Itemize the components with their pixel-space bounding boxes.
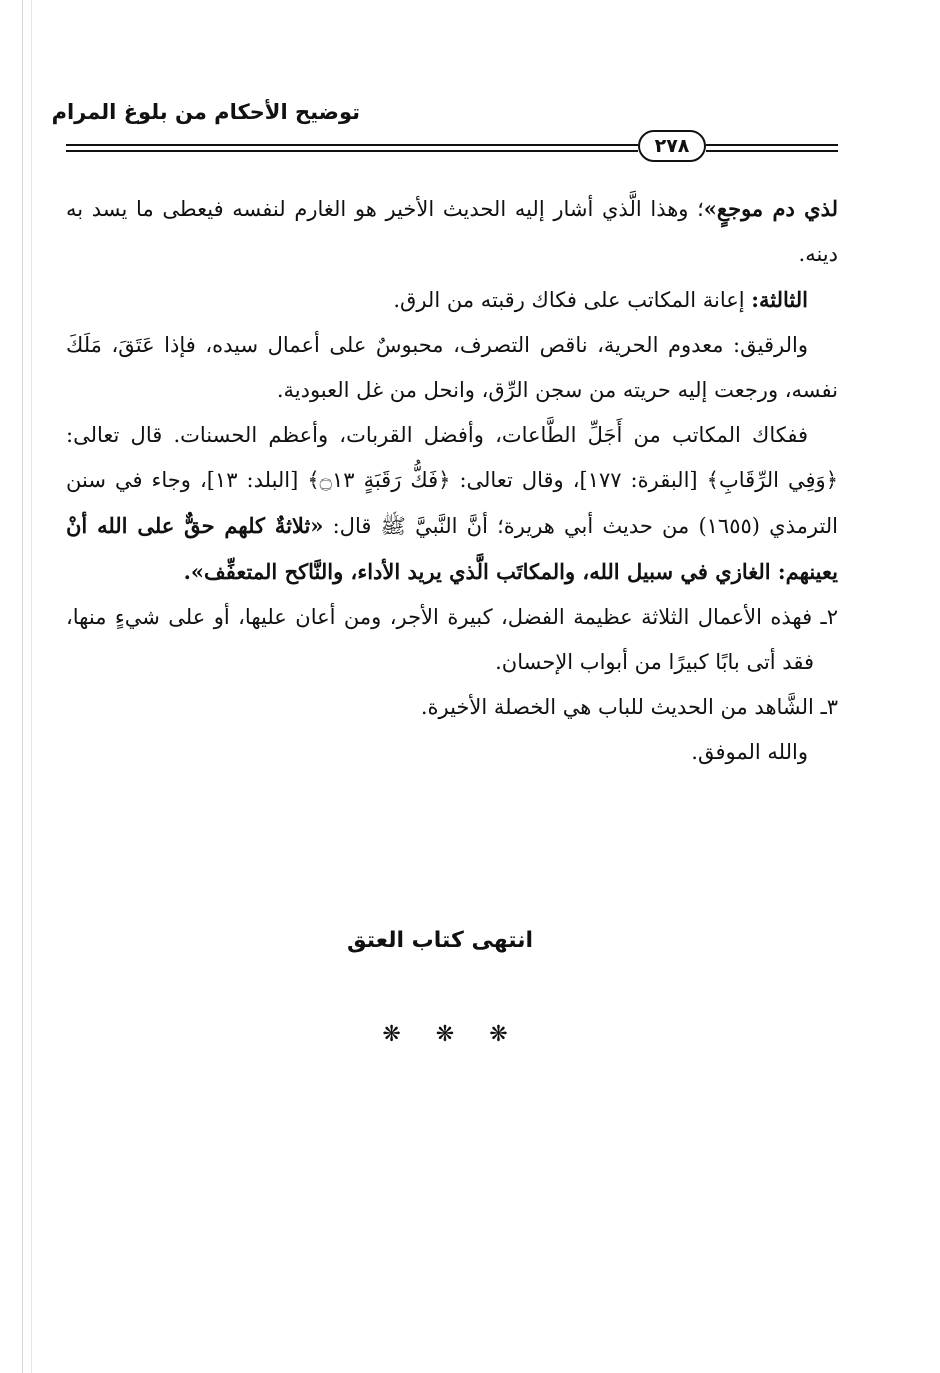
list-item: ٢ـ فهذه الأعمال الثلاثة عظيمة الفضل، كبيرة الأجر، ومن أعان عليها، أو على شيءٍ منها، فقد أتى بابًا كبيرًا من أبواب الإحسان.	[66, 605, 838, 674]
page-number: ٢٧٨	[638, 130, 706, 162]
paragraph-text: ففكاك المكاتب من أَجَلِّ الطَّاعات، وأفضل القربات، وأعظم الحسنات. قال تعالى: ﴿وَفِي الرِّقَابِ﴾ [البقرة: ١٧٧]، وقال تعالى: ﴿فَكُّ رَقَبَةٍ ۝١٣﴾ [البلد: ١٣]، وجاء في سنن الترمذي (١٦٥٥) من حديث أبي هريرة؛ أنَّ النَّبيَّ ﷺ قال:	[66, 423, 839, 538]
paragraph: والرقيق: معدوم الحرية، ناقص التصرف، محبوسٌ على أعمال سيده، فإذا عَتَقَ، مَلَكَ نفسه، ورجعت إليه حريته من سجن الرِّق، وانحل من غل العبودية.	[66, 333, 838, 402]
header-rule	[66, 144, 638, 146]
header-rule	[706, 150, 838, 152]
hadith-quote: لذي دم موجعٍ»	[703, 196, 838, 221]
list-item: ٣ـ الشَّاهد من الحديث للباب هي الخصلة الأخيرة.	[420, 695, 838, 719]
paragraph	[66, 186, 838, 277]
closing-phrase: والله الموفق.	[691, 740, 808, 764]
running-title: توضيح الأحكام من بلوغ المرام	[51, 100, 360, 124]
section-separator: ❋ ❋ ❋	[382, 1022, 508, 1047]
scan-edge-line	[31, 0, 32, 1373]
paragraph-text: إعانة المكاتب على فكاك رقبته من الرق.	[393, 288, 752, 312]
chapter-end-title: انتهى كتاب العتق	[346, 928, 534, 953]
paragraph	[66, 277, 838, 323]
header-rule	[706, 144, 838, 146]
body-text	[66, 186, 838, 775]
hadith-quote: «ثلاثةٌ كلهم حقٌّ على الله أنْ يعينهم: الغازي في سبيل الله، والمكاتَب الَّذي يريد الأداء، والنَّاكح المتعفِّف».	[66, 513, 838, 584]
header-rule	[66, 150, 638, 152]
paragraph	[66, 413, 838, 595]
scan-edge-line	[22, 0, 23, 1373]
paragraph-text: ؛ وهذا الَّذي أشار إليه الحديث الأخير هو الغارم لنفسه فيعطى ما يسد به دينه.	[66, 197, 838, 266]
section-label: الثالثة:	[751, 287, 808, 312]
